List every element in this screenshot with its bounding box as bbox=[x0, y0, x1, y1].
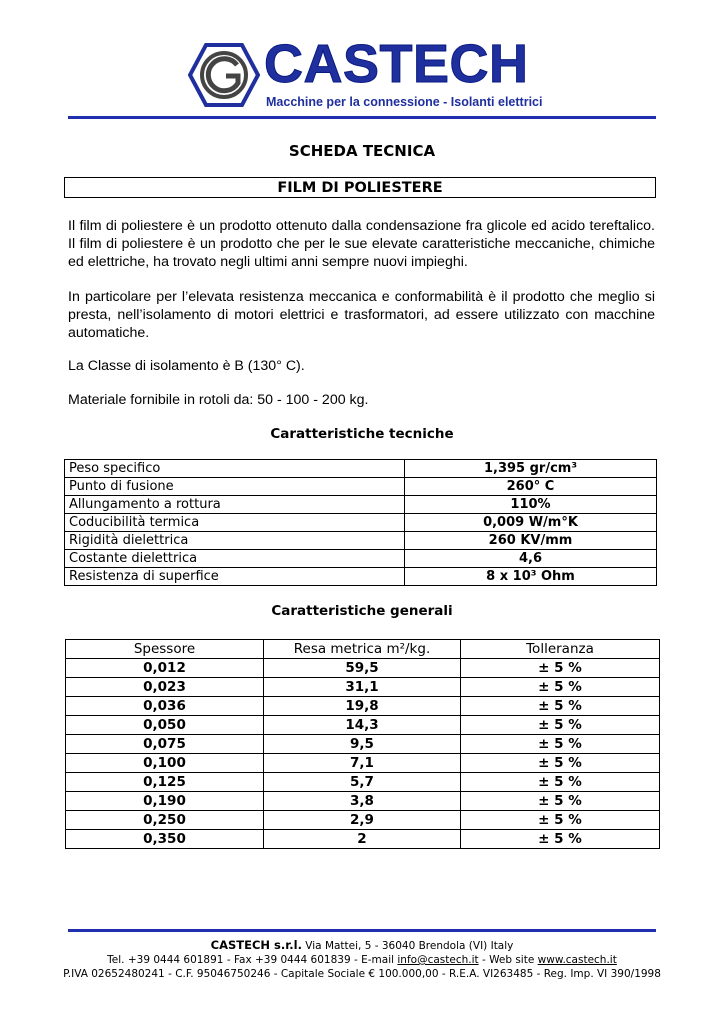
tolerance-cell: ± 5 % bbox=[461, 735, 660, 754]
column-header-tolerance: Tolleranza bbox=[461, 640, 660, 659]
property-value: 260 KV/mm bbox=[405, 532, 657, 550]
tolerance-cell: ± 5 % bbox=[461, 659, 660, 678]
property-label: Punto di fusione bbox=[65, 478, 405, 496]
property-value: 260° C bbox=[405, 478, 657, 496]
property-label: Costante dielettrica bbox=[65, 550, 405, 568]
table-row bbox=[66, 830, 660, 849]
brand-name: CASTECH bbox=[264, 34, 529, 94]
tolerance-cell: ± 5 % bbox=[461, 830, 660, 849]
footer-website-label: - Web site bbox=[481, 954, 535, 966]
property-label: Resistenza di superfice bbox=[65, 568, 405, 586]
tolerance-cell: ± 5 % bbox=[461, 811, 660, 830]
footer-company-line bbox=[0, 938, 724, 954]
thickness-cell: 0,050 bbox=[66, 716, 264, 735]
thickness-cell: 0,250 bbox=[66, 811, 264, 830]
column-header-thickness: Spessore bbox=[66, 640, 264, 659]
yield-cell: 19,8 bbox=[264, 697, 461, 716]
footer-divider bbox=[68, 929, 656, 932]
table-row bbox=[65, 514, 657, 532]
property-value: 110% bbox=[405, 496, 657, 514]
footer-contact: Tel. +39 0444 601891 - Fax +39 0444 601839 - E-mail bbox=[107, 954, 395, 966]
castech-logo-icon bbox=[188, 43, 260, 107]
header-divider bbox=[68, 116, 656, 119]
yield-cell: 2 bbox=[264, 830, 461, 849]
footer-email-link[interactable]: info@castech.it bbox=[397, 954, 479, 966]
thickness-cell: 0,075 bbox=[66, 735, 264, 754]
property-value: 1,395 gr/cm³ bbox=[405, 460, 657, 478]
footer-website-link[interactable]: www.castech.it bbox=[537, 954, 617, 966]
table-row bbox=[66, 754, 660, 773]
footer-company: CASTECH s.r.l. bbox=[210, 938, 302, 952]
table-row bbox=[66, 811, 660, 830]
paragraph-intro: Il film di poliestere è un prodotto ottenuto dalla condensazione fra glicole ed acido tereftalico. Il film di poliestere è un prodotto che per le sue elevate caratteristiche meccaniche, chimiche ed elettriche, ha trovato negli ultimi anni sempre nuovi impieghi. bbox=[68, 218, 655, 270]
table-row bbox=[65, 532, 657, 550]
yield-cell: 2,9 bbox=[264, 811, 461, 830]
page-header bbox=[0, 0, 724, 125]
yield-cell: 9,5 bbox=[264, 735, 461, 754]
footer-contact-line bbox=[0, 953, 724, 968]
footer-legal: P.IVA 02652480241 - C.F. 95046750246 - Capitale Sociale € 100.000,00 - R.E.A. VI263485 - Reg. Imp. VI 390/1998 bbox=[63, 968, 661, 980]
yield-cell: 59,5 bbox=[264, 659, 461, 678]
general-specs-table bbox=[65, 639, 660, 849]
tech-section-title: Caratteristiche tecniche bbox=[270, 426, 454, 442]
property-label: Coducibilità termica bbox=[65, 514, 405, 532]
tolerance-cell: ± 5 % bbox=[461, 754, 660, 773]
paragraph-supply: Materiale fornibile in rotoli da: 50 - 100 - 200 kg. bbox=[68, 392, 369, 408]
property-value: 8 x 10³ Ohm bbox=[405, 568, 657, 586]
tolerance-cell: ± 5 % bbox=[461, 697, 660, 716]
table-row bbox=[66, 792, 660, 811]
property-label: Rigidità dielettrica bbox=[65, 532, 405, 550]
yield-cell: 14,3 bbox=[264, 716, 461, 735]
table-row bbox=[66, 716, 660, 735]
tolerance-cell: ± 5 % bbox=[461, 716, 660, 735]
table-row bbox=[65, 550, 657, 568]
tolerance-cell: ± 5 % bbox=[461, 678, 660, 697]
brand-tagline: Macchine per la connessione - Isolanti elettrici bbox=[266, 95, 543, 109]
general-section-title: Caratteristiche generali bbox=[271, 603, 453, 619]
yield-cell: 5,7 bbox=[264, 773, 461, 792]
paragraph-usage: In particolare per l’elevata resistenza meccanica e conformabilità è il prodotto che meglio si presta, nell’isolamento di motori elettrici e trasformatori, ad essere utilizzato con macchine automatiche. bbox=[68, 289, 655, 341]
tolerance-cell: ± 5 % bbox=[461, 773, 660, 792]
thickness-cell: 0,036 bbox=[66, 697, 264, 716]
thickness-cell: 0,100 bbox=[66, 754, 264, 773]
yield-cell: 7,1 bbox=[264, 754, 461, 773]
table-row bbox=[65, 460, 657, 478]
thickness-cell: 0,023 bbox=[66, 678, 264, 697]
property-label: Peso specifico bbox=[65, 460, 405, 478]
column-header-yield: Resa metrica m²/kg. bbox=[264, 640, 461, 659]
property-label: Allungamento a rottura bbox=[65, 496, 405, 514]
product-title: FILM DI POLIESTERE bbox=[64, 177, 656, 198]
table-row bbox=[66, 659, 660, 678]
property-value: 4,6 bbox=[405, 550, 657, 568]
yield-cell: 31,1 bbox=[264, 678, 461, 697]
thickness-cell: 0,012 bbox=[66, 659, 264, 678]
thickness-cell: 0,190 bbox=[66, 792, 264, 811]
table-row bbox=[65, 568, 657, 586]
thickness-cell: 0,350 bbox=[66, 830, 264, 849]
property-value: 0,009 W/m°K bbox=[405, 514, 657, 532]
thickness-cell: 0,125 bbox=[66, 773, 264, 792]
table-row bbox=[66, 697, 660, 716]
table-header-row bbox=[66, 640, 660, 659]
table-row bbox=[66, 735, 660, 754]
table-row bbox=[65, 496, 657, 514]
document-title: SCHEDA TECNICA bbox=[288, 142, 436, 160]
table-row bbox=[66, 678, 660, 697]
footer-address: Via Mattei, 5 - 36040 Brendola (VI) Italy bbox=[305, 940, 514, 952]
tech-specs-table bbox=[64, 459, 657, 586]
tolerance-cell: ± 5 % bbox=[461, 792, 660, 811]
table-row bbox=[66, 773, 660, 792]
yield-cell: 3,8 bbox=[264, 792, 461, 811]
paragraph-insulation-class: La Classe di isolamento è B (130° C). bbox=[68, 358, 305, 374]
table-row bbox=[65, 478, 657, 496]
